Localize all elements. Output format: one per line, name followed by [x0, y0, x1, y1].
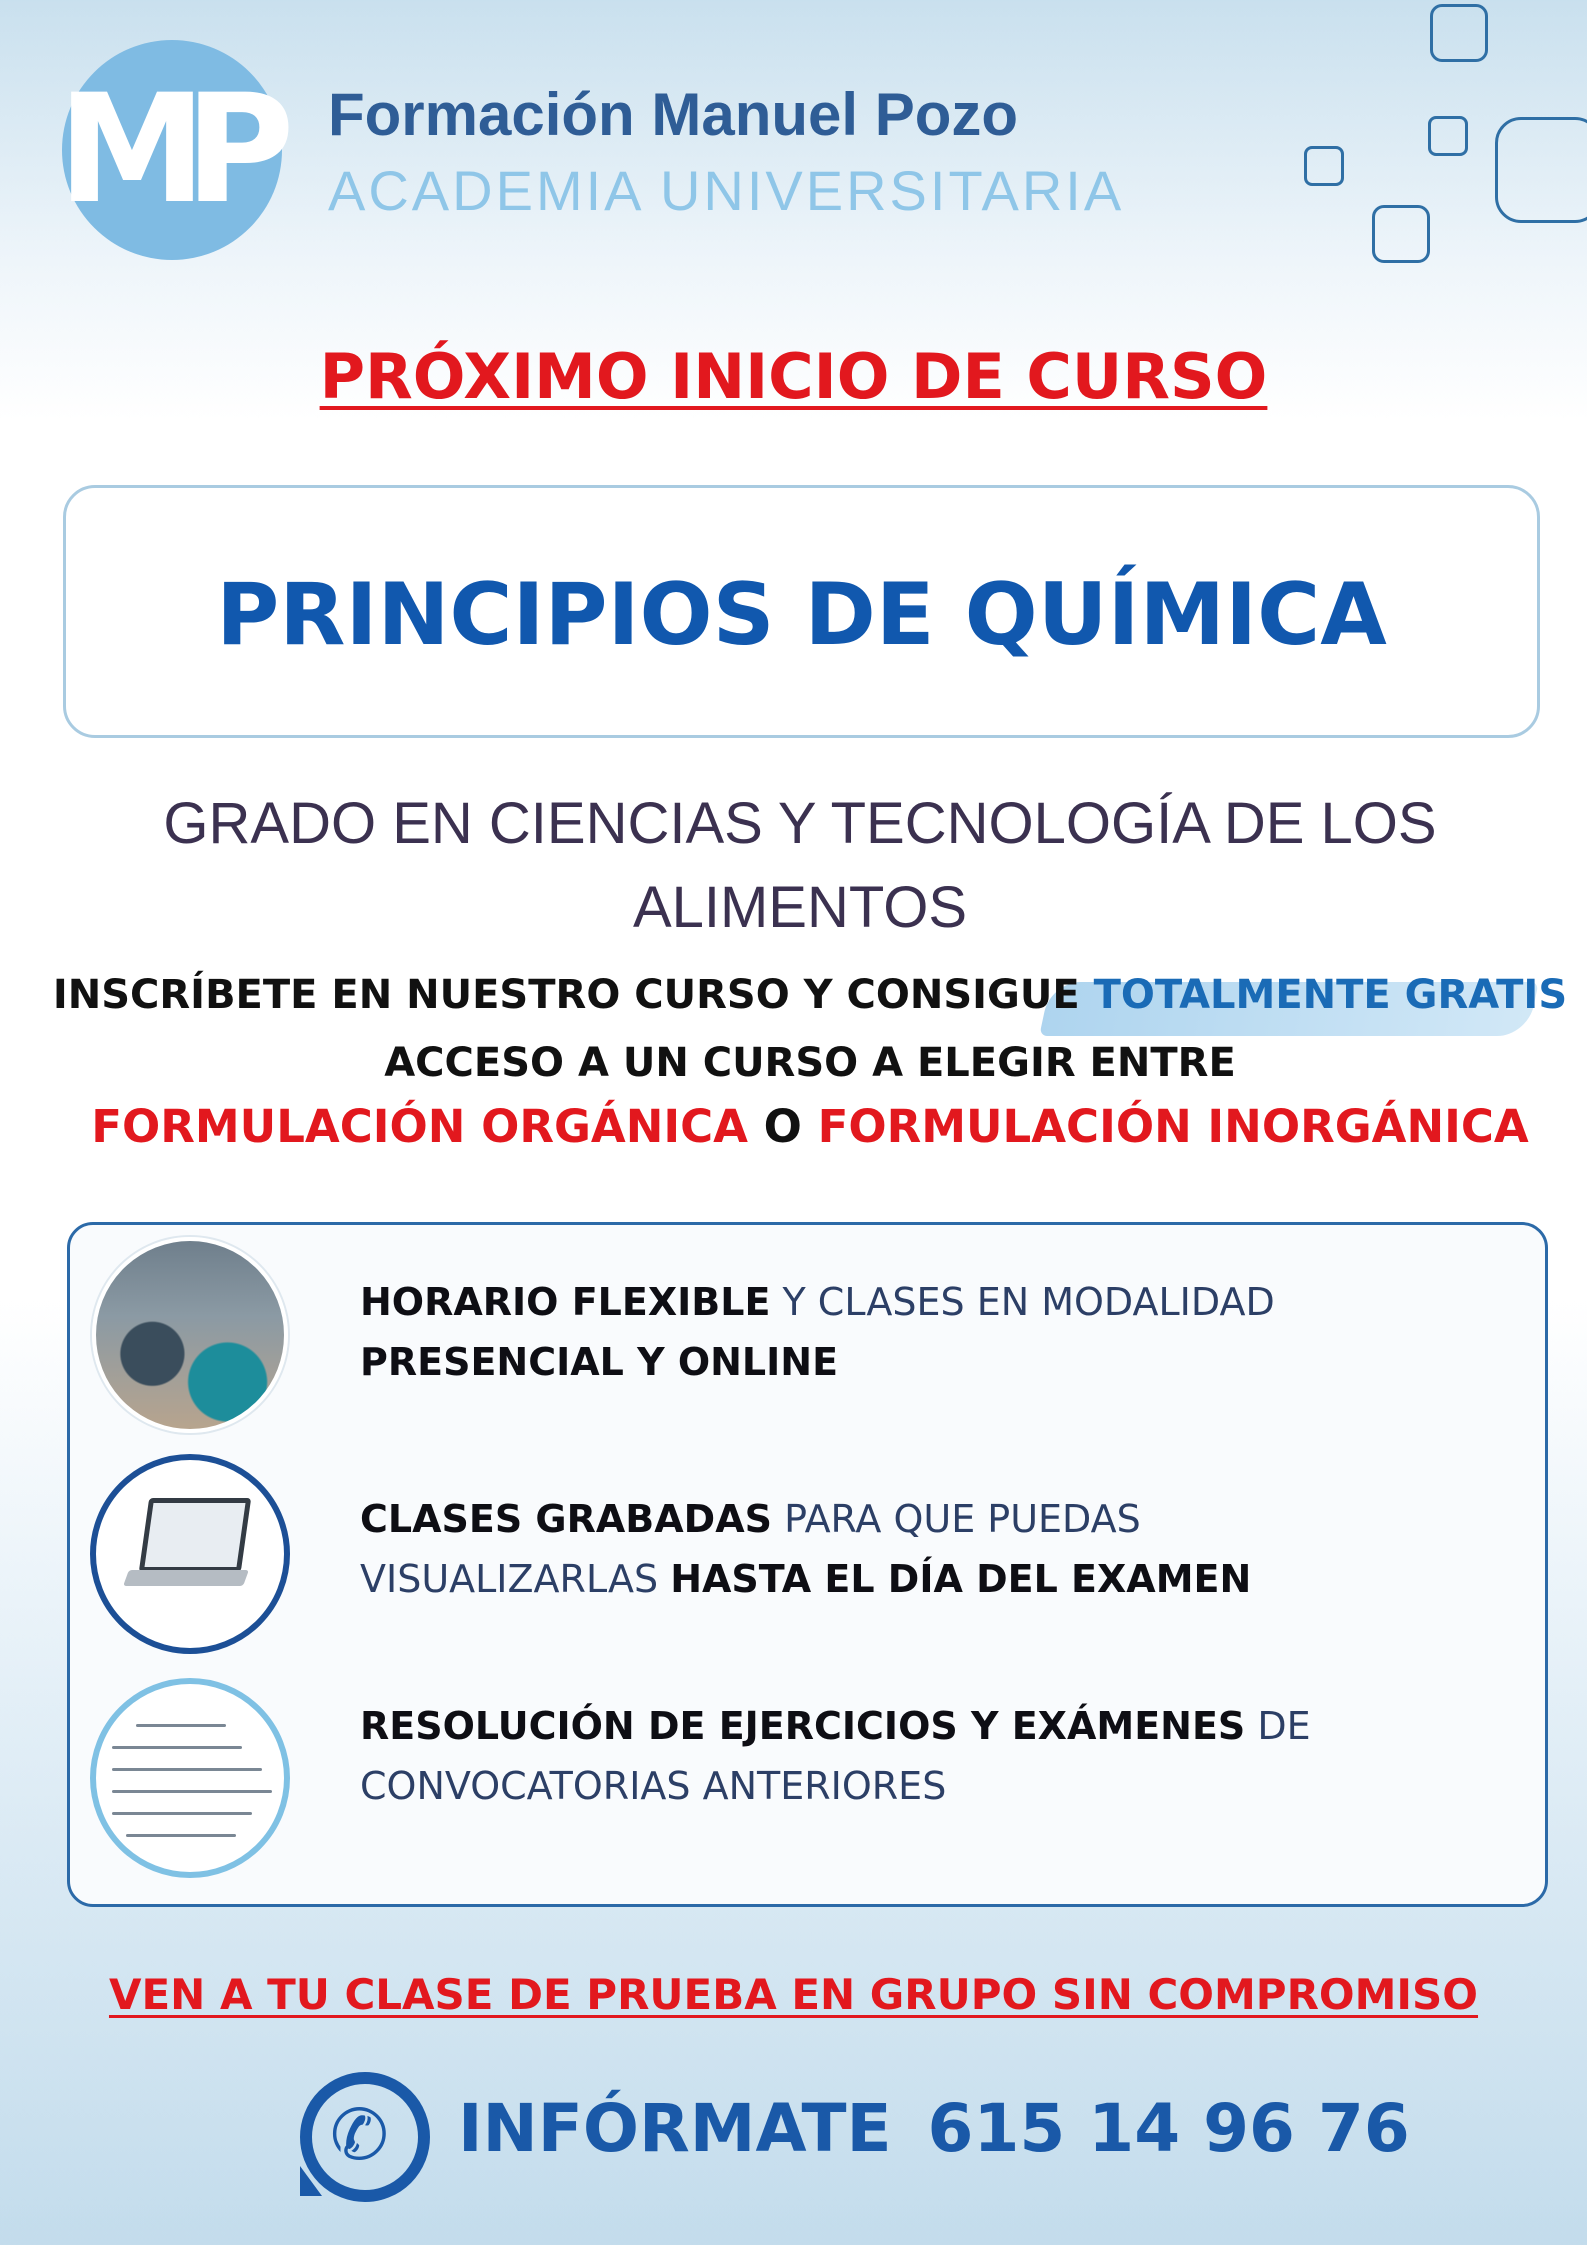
decorative-square	[1495, 117, 1587, 223]
handwriting-line	[126, 1834, 236, 1837]
promo-line-2: ACCESO A UN CURSO A ELEGIR ENTRE	[384, 1040, 1236, 1086]
promo-highlight: TOTALMENTE GRATIS	[1093, 972, 1568, 1018]
decorative-square	[1304, 146, 1344, 186]
feature-exercise-solutions	[360, 1696, 1500, 1816]
laptop-photo	[90, 1454, 290, 1654]
handwriting-line	[112, 1812, 252, 1815]
logo-mp: MP	[62, 40, 282, 260]
degree-line-1: GRADO EN CIENCIAS Y TECNOLOGÍA DE LOS	[163, 791, 1437, 856]
feature-flexible-schedule	[360, 1272, 1500, 1392]
brand-subtitle: ACADEMIA UNIVERSITARIA	[328, 159, 1125, 222]
classroom-photo	[92, 1237, 288, 1433]
decorative-square	[1372, 205, 1430, 263]
course-title: PRINCIPIOS DE QUÍMICA	[216, 565, 1387, 665]
exercises-photo	[90, 1678, 290, 1878]
promo-text: INSCRÍBETE EN NUESTRO CURSO Y CONSIGUE	[52, 972, 1094, 1018]
headline: PRÓXIMO INICIO DE CURSO	[319, 340, 1268, 413]
trial-class-cta[interactable]: VEN A TU CLASE DE PRUEBA EN GRUPO SIN COMPROMISO	[108, 1970, 1479, 2019]
contact-line[interactable]	[458, 2090, 1410, 2167]
handwriting-line	[136, 1724, 226, 1727]
option-organic: FORMULACIÓN ORGÁNICA	[91, 1100, 748, 1153]
whatsapp-icon-tail	[300, 2166, 322, 2196]
option-inorganic: FORMULACIÓN INORGÁNICA	[817, 1100, 1529, 1153]
handwriting-line	[112, 1746, 242, 1749]
promo-line-1	[40, 972, 1580, 1018]
contact-label: INFÓRMATE	[458, 2090, 892, 2167]
feature-bold: PRESENCIAL Y ONLINE	[360, 1340, 839, 1384]
handwriting-line	[112, 1790, 272, 1793]
degree-line-2: ALIMENTOS	[632, 875, 968, 940]
feature-text: CONVOCATORIAS ANTERIORES	[360, 1764, 947, 1808]
brand-name: Formación Manuel Pozo	[328, 81, 1019, 148]
option-connector: O	[748, 1100, 818, 1153]
feature-bold: RESOLUCIÓN DE EJERCICIOS Y EXÁMENES	[360, 1704, 1246, 1748]
feature-bold: HORARIO FLEXIBLE	[360, 1280, 771, 1324]
feature-bold: HASTA EL DÍA DEL EXAMEN	[670, 1557, 1252, 1601]
laptop-screen	[139, 1498, 251, 1572]
feature-bold: CLASES GRABADAS	[360, 1497, 772, 1541]
feature-text: VISUALIZARLAS	[360, 1557, 671, 1601]
feature-recorded-classes	[360, 1489, 1500, 1609]
laptop-base	[123, 1570, 249, 1586]
feature-text: PARA QUE PUEDAS	[772, 1497, 1141, 1541]
degree-name	[80, 782, 1520, 950]
phone-number[interactable]: 615 14 96 76	[927, 2090, 1410, 2167]
handwriting-line	[112, 1768, 262, 1771]
decorative-square	[1428, 116, 1468, 156]
feature-text: Y CLASES EN MODALIDAD	[770, 1280, 1275, 1324]
feature-text: DE	[1245, 1704, 1311, 1748]
decorative-square	[1430, 4, 1488, 62]
promo-options	[40, 1100, 1580, 1153]
phone-icon: ✆	[330, 2094, 389, 2176]
